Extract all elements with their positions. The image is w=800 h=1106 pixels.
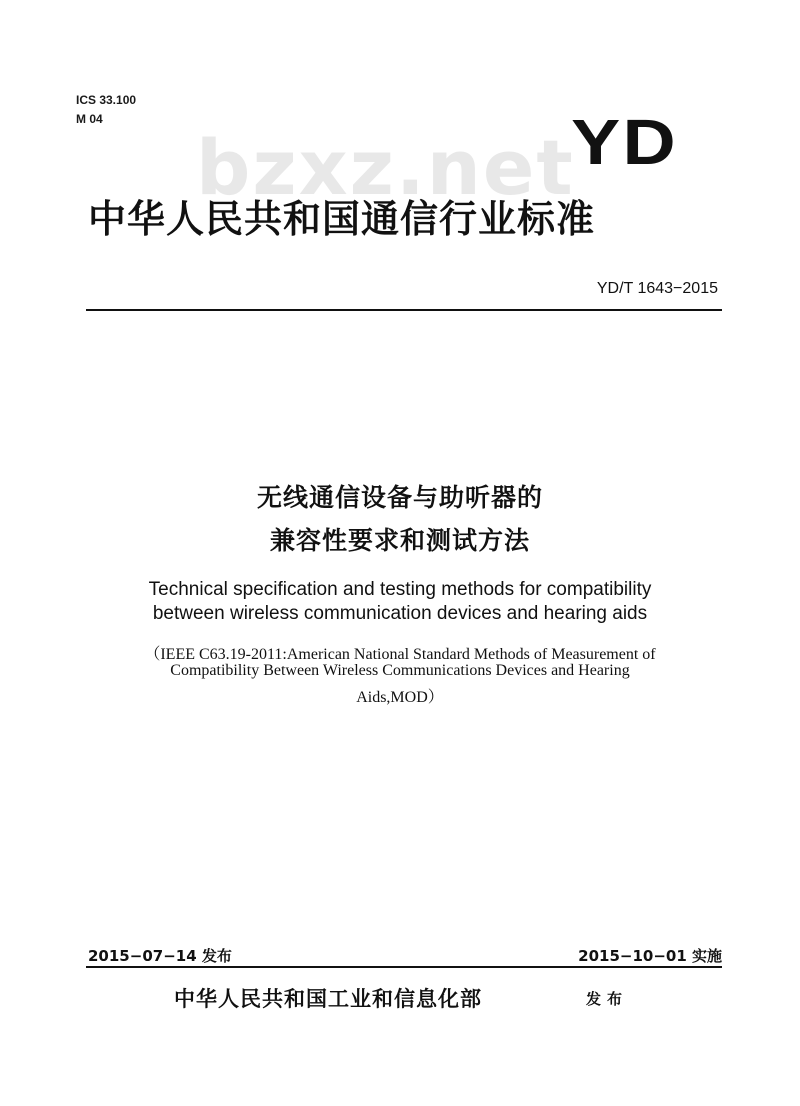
yd-logo: YD — [571, 106, 678, 178]
issuing-ministry: 中华人民共和国工业和信息化部 — [174, 986, 482, 1011]
issued-label: 发布 — [586, 990, 629, 1008]
chinese-title-line-2: 兼容性要求和测试方法 — [269, 526, 530, 555]
industry-standard-title: 中华人民共和国通信行业标准 — [88, 197, 596, 241]
english-title-line-1: Technical specification and testing methods for compatibility — [148, 579, 652, 600]
publish-date: 2015−07−14 发布 — [88, 947, 232, 965]
english-title-line-2: between wireless communication devices and hearing aids — [152, 603, 648, 624]
chinese-title-line-1: 无线通信设备与助听器的 — [256, 483, 543, 512]
standard-number: YD/T 1643−2015 — [596, 280, 718, 297]
header-divider — [86, 309, 722, 311]
implement-date: 2015−10−01 实施 — [578, 947, 722, 965]
ieee-reference-line-3: Aids,MOD） — [356, 689, 444, 706]
ccs-code: M 04 — [76, 112, 103, 126]
ics-code: ICS 33.100 — [76, 93, 137, 107]
watermark: bzxz.net — [196, 123, 575, 212]
ieee-reference-line-1: （IEEE C63.19-2011:American National Standard Methods of Measurement of — [144, 646, 656, 663]
ieee-reference-line-2: Compatibility Between Wireless Communications Devices and Hearing — [170, 662, 630, 679]
footer-divider — [86, 966, 722, 968]
